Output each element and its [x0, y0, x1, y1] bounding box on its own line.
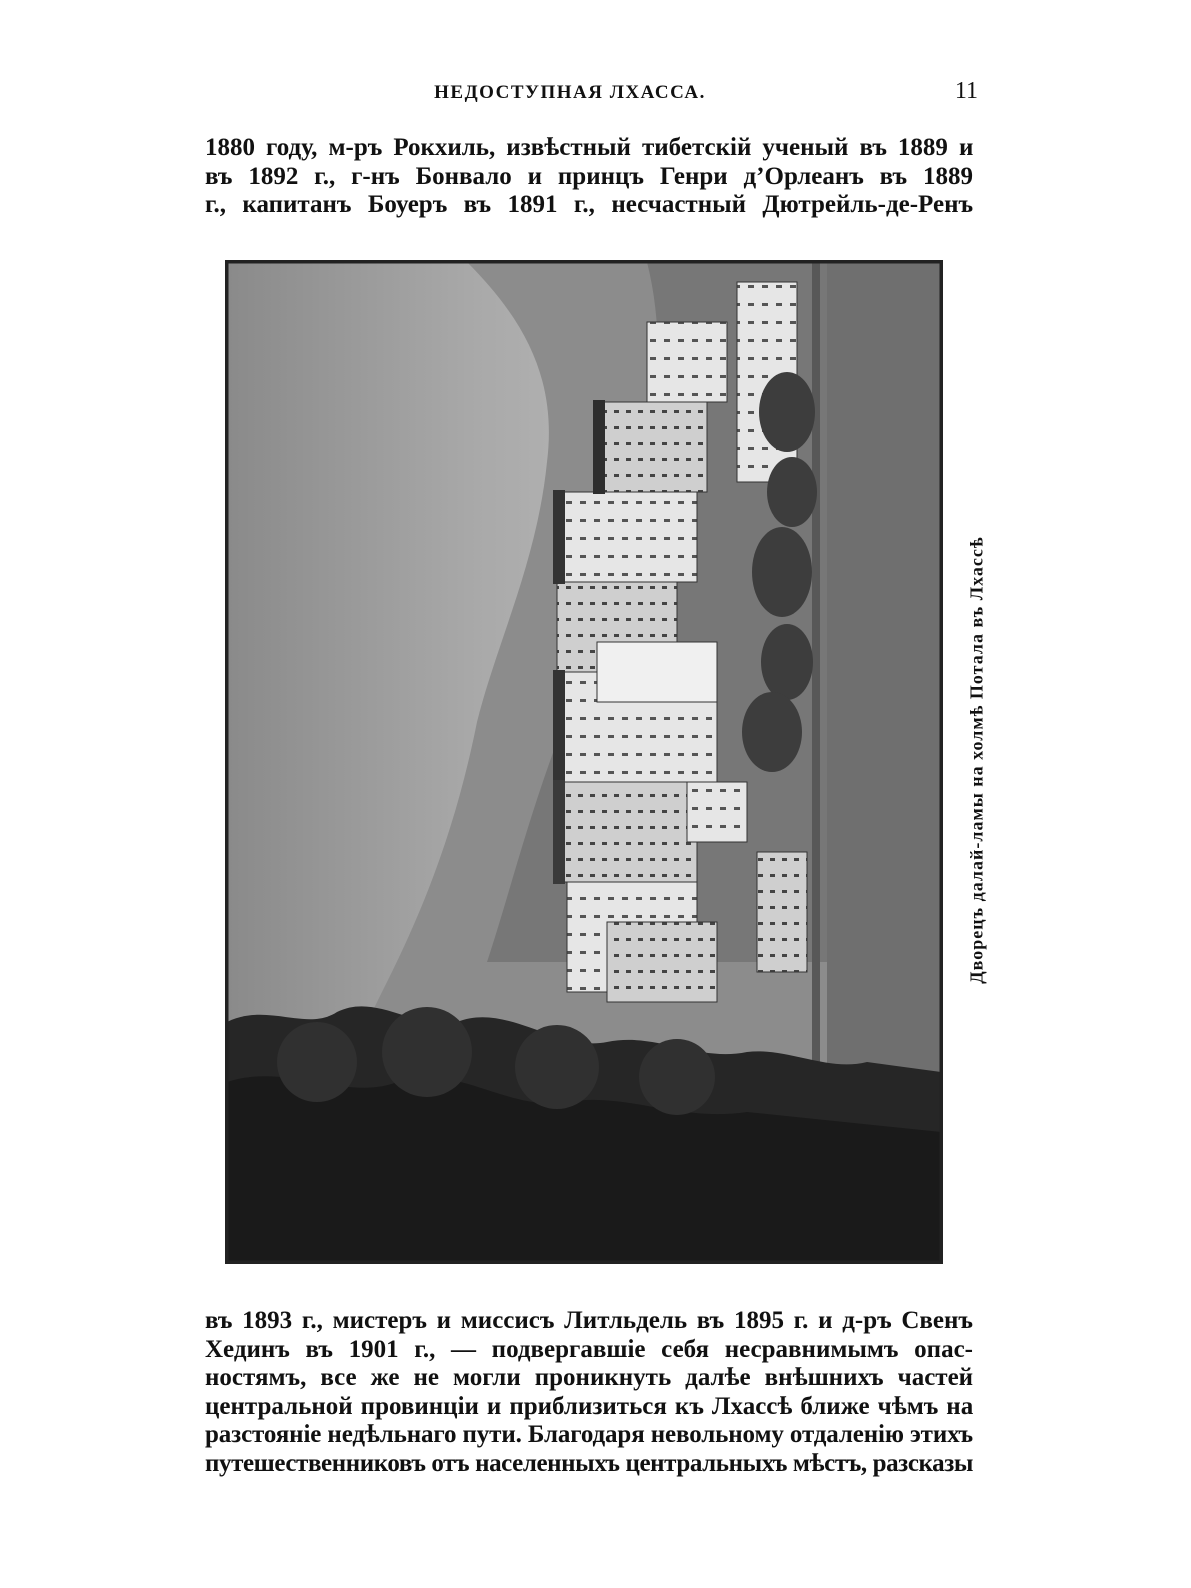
text-line: разстояніе недѣльнаго пути. Благодаря невольному отдаленію этихъ — [205, 1421, 973, 1448]
paragraph-top — [205, 134, 973, 220]
photo-plate — [225, 260, 943, 1264]
figure-caption — [959, 530, 995, 990]
text-line: Хединъ въ 1901 г., — подвергавшіе себя несравнимымъ опас- — [205, 1335, 973, 1363]
paragraph-bottom — [205, 1307, 973, 1478]
text-line: въ 1893 г., мистеръ и миссисъ Литльдель въ 1895 г. и д-ръ Свенъ — [205, 1307, 973, 1334]
text-line: путешественниковъ отъ населенныхъ центральныхъ мѣстъ, разсказы — [205, 1449, 973, 1477]
text-line: г., капитанъ Боуеръ въ 1891 г., несчастный Дютрейль-де-Ренъ — [205, 191, 974, 218]
potala-palace-illustration — [227, 262, 941, 1262]
text-line: ностямъ, все же не могли проникнуть далѣе внѣшнихъ частей — [205, 1364, 974, 1391]
caption-text: Дворецъ далай-ламы на холмѣ Потала въ Лхассѣ — [966, 536, 987, 984]
text-line: въ 1892 г., г-нъ Бонвало и принцъ Генри д’Орлеанъ въ 1889 — [205, 162, 973, 190]
text-line: 1880 году, м-ръ Рокхиль, извѣстный тибетскій ученый въ 1889 и — [205, 134, 974, 161]
running-title: НЕДОСТУПНАЯ ЛХАССА. — [434, 82, 706, 103]
text-line: центральной провинціи и приблизиться къ Лхассѣ ближе чѣмъ на — [205, 1392, 974, 1420]
page-number: 11 — [954, 78, 978, 104]
